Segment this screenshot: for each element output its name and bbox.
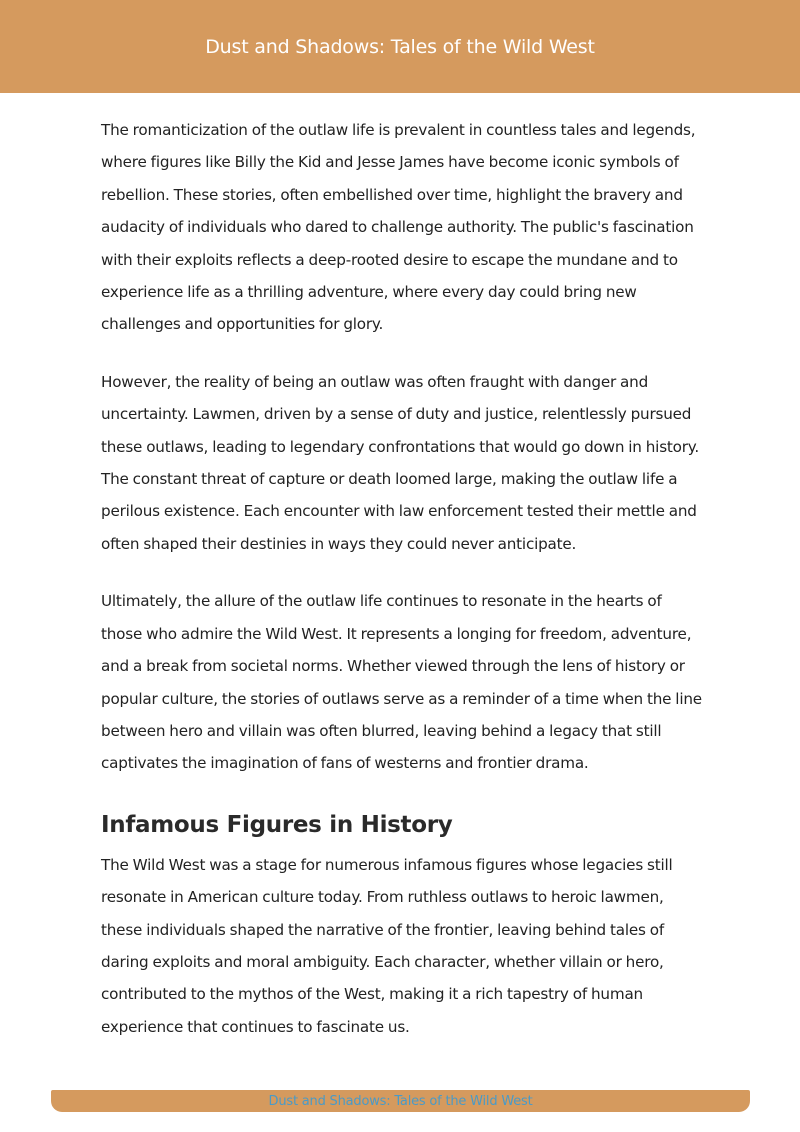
page-content [101,114,703,1068]
body-paragraph-1: The romanticization of the outlaw life is prevalent in countless tales and legends, where figures like Billy the Kid and Jesse James have become iconic symbols of rebellion. These stories, often embellished over time, highlight the bravery and audacity of individuals who dared to challenge authority. The public's fascination with their exploits reflects a deep-rooted desire to escape the mundane and to experience life as a thrilling adventure, where every day could bring new challenges and opportunities for glory. [101,121,696,334]
body-paragraph-2: However, the reality of being an outlaw was often fraught with danger and uncertainty. Lawmen, driven by a sense of duty and justice, relentlessly pursued these outlaws, leading to legendary confrontations that would go down in history. The constant threat of capture or death loomed large, making the outlaw life a perilous existence. Each encounter with law enforcement tested their mettle and often shaped their destinies in ways they could never anticipate. [101,372,700,553]
page-footer [51,1090,750,1112]
section-paragraph: The Wild West was a stage for numerous infamous figures whose legacies still resonate in American culture today. From ruthless outlaws to heroic lawmen, these individuals shaped the narrative of the frontier, leaving behind tales of daring exploits and moral ambiguity. Each character, whether villain or hero, contributed to the mythos of the West, making it a rich tapestry of human experience that continues to fascinate us. [101,855,673,1036]
footer-text: Dust and Shadows: Tales of the Wild West [268,1093,533,1109]
header-title: Dust and Shadows: Tales of the Wild West [205,35,595,58]
page-header [0,0,800,93]
body-paragraph-3: Ultimately, the allure of the outlaw life continues to resonate in the hearts of those who admire the Wild West. It represents a longing for freedom, adventure, and a break from societal norms. Whether viewed through the lens of history or popular culture, the stories of outlaws serve as a reminder of a time when the line between hero and villain was often blurred, leaving behind a legacy that still captivates the imagination of fans of westerns and frontier drama. [101,592,702,773]
section-heading: Infamous Figures in History [101,811,453,838]
